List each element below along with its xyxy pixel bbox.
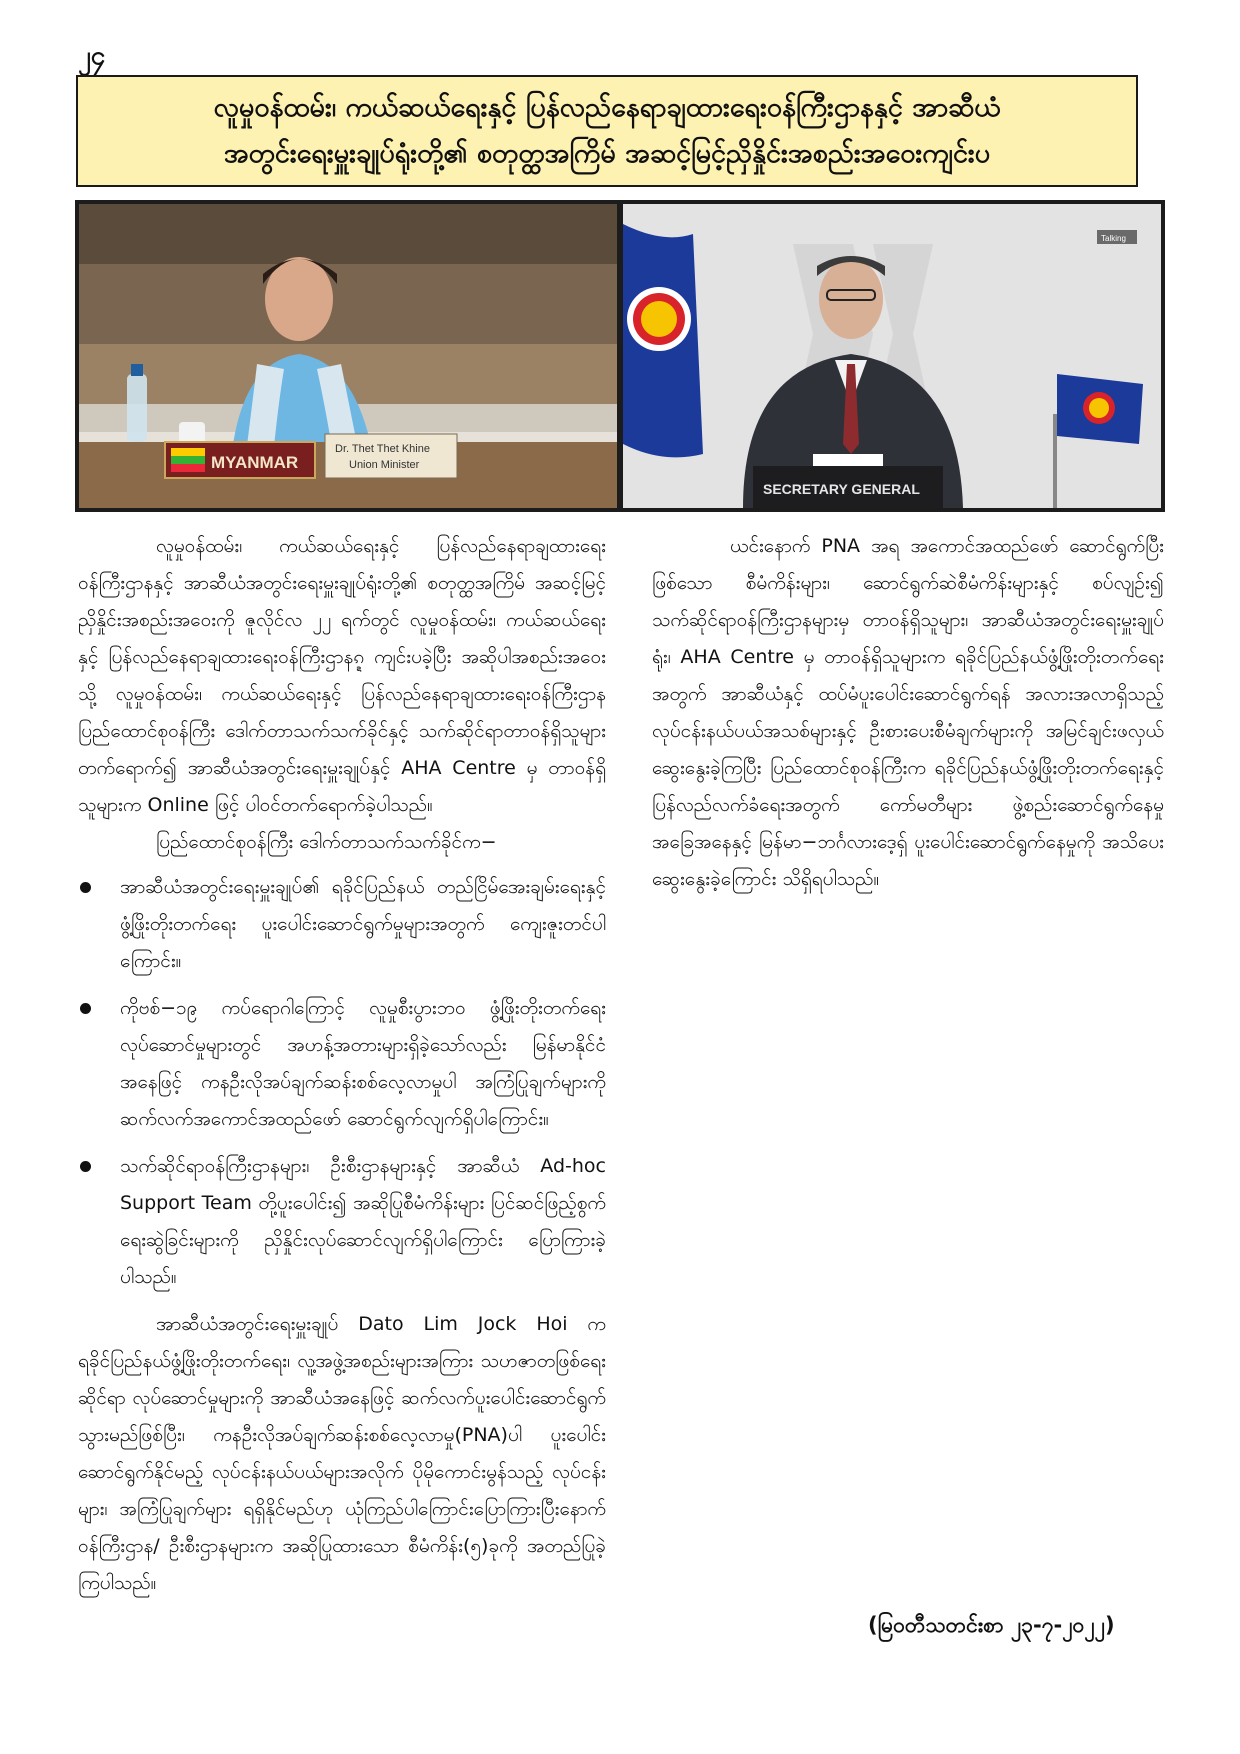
list-item: သက်ဆိုင်ရာဝန်ကြီးဌာနများ၊ ဦးစီးဌာနများနှင့် အာဆီယံ Ad-hoc Support Team တို့ပူးပေါင်း၍ အဆိုပြုစီမံကိန်းများ ပြင်ဆင်ဖြည့်စွက်ရေးဆွဲခြင်းများကို ညှိနှိုင်းလုပ်ဆောင်လျက်ရှိပါကြောင်း ပြောကြားခဲ့ပါသည်။	[78, 1148, 606, 1296]
list-item: အာဆီယံအတွင်းရေးမှူးချုပ်၏ ရခိုင်ပြည်နယ် တည်ငြိမ်အေးချမ်းရေးနှင့် ဖွံ့ဖြိုးတိုးတက်ရေး ပူးပေါင်းဆောင်ရွက်မှုများအတွက် ကျေးဇူးတင်ပါကြောင်း။	[78, 869, 606, 980]
secretary-general-scene	[623, 204, 1161, 508]
photo-panel-minister	[79, 204, 617, 508]
minister-remarks-list	[78, 869, 606, 1296]
placard-secretary-general: SECRETARY GENERAL	[763, 481, 920, 497]
article-paragraph-4: ယင်းနောက် PNA အရ အကောင်အထည်ဖော် ဆောင်ရွက်ပြီးဖြစ်သော စီမံကိန်းများ၊ ဆောင်ရွက်ဆဲစီမံကိန်းများနှင့် စပ်လျဉ်း၍ သက်ဆိုင်ရာဝန်ကြီးဌာနများမှ တာဝန်ရှိသူများ၊ အာဆီယံအတွင်းရေးမှူးချုပ်ရုံး၊ AHA Centre မှ တာဝန်ရှိသူများက ရခိုင်ပြည်နယ်ဖွံ့ဖြိုးတိုးတက်ရေးအတွက် အာဆီယံနှင့် ထပ်မံပူးပေါင်းဆောင်ရွက်ရန် အလားအလာရှိသည့် လုပ်ငန်းနယ်ပယ်အသစ်များနှင့် ဦးစားပေးစီမံချက်များကို အမြင်ချင်းဖလှယ် ဆွေးနွေးခဲ့ကြပြီး ပြည်ထောင်စုဝန်ကြီးက ရခိုင်ပြည်နယ်ဖွံ့ဖြိုးတိုးတက်ရေးနှင့် ပြန်လည်လက်ခံရေးအတွက် ကော်မတီများ ဖွဲ့စည်းဆောင်ရွက်နေမှု အခြေအနေနှင့် မြန်မာ−ဘင်္ဂလားဒေ့ရှ် ပူးပေါင်းဆောင်ရွက်နေမှုကို အသိပေးဆွေးနွေးခဲ့ကြောင်း သိရှိရပါသည်။	[652, 535, 1164, 890]
bullet-icon	[80, 882, 91, 893]
bullet-icon	[80, 1161, 91, 1172]
photo-panel-secretary-general	[623, 204, 1161, 508]
placard-myanmar: MYANMAR	[211, 453, 299, 472]
article-paragraph-2: ပြည်ထောင်စုဝန်ကြီး ဒေါက်တာသက်သက်ခိုင်က−	[156, 831, 497, 853]
source-citation: (မြဝတီသတင်းစာ ၂၃-၇-၂၀၂၂)	[868, 1613, 1115, 1637]
article-column-left	[78, 528, 606, 1602]
article-paragraph-3: အာဆီယံအတွင်းရေးမှူးချုပ် Dato Lim Jock Hoi က ရခိုင်ပြည်နယ်ဖွံ့ဖြိုးတိုးတက်ရေး၊ လူ့အဖွဲ့အစည်းများအကြား သဟဇာတဖြစ်ရေးဆိုင်ရာ လုပ်ဆောင်မှုများကို အာဆီယံအနေဖြင့် ဆက်လက်ပူးပေါင်းဆောင်ရွက်သွားမည်ဖြစ်ပြီး၊ ကနဦးလိုအပ်ချက်ဆန်းစစ်လေ့လာမှု(PNA)ပါ ပူးပေါင်းဆောင်ရွက်နိုင်မည့် လုပ်ငန်းနယ်ပယ်များအလိုက် ပိုမိုကောင်းမွန်သည့် လုပ်ငန်းများ၊ အကြံပြုချက်များ ရရှိနိုင်မည်ဟု ယုံကြည်ပါကြောင်းပြောကြားပြီးနောက် ဝန်ကြီးဌာန/ ဦးစီးဌာနများက အဆိုပြုထားသော စီမံကိန်း(၅)ခုကို အတည်ပြုခဲ့ကြပါသည်။	[78, 1313, 606, 1594]
page-number: ၂၄	[78, 41, 106, 71]
meeting-photo	[75, 200, 1165, 512]
article-paragraph-1: လူမှုဝန်ထမ်း၊ ကယ်ဆယ်ရေးနှင့် ပြန်လည်နေရာချထားရေးဝန်ကြီးဌာနနှင့် အာဆီယံအတွင်းရေးမှူးချုပ်ရုံးတို့၏ စတုတ္ထအကြိမ် အဆင့်မြင့်ညှိနှိုင်းအစည်းအဝေးကို ဇူလိုင်လ ၂၂ ရက်တွင် လူမှုဝန်ထမ်း၊ ကယ်ဆယ်ရေးနှင့် ပြန်လည်နေရာချထားရေးဝန်ကြီးဌာနၵ္ဍ ကျင်းပခဲ့ပြီး အဆိုပါအစည်းအဝေးသို့ လူမှုဝန်ထမ်း၊ ကယ်ဆယ်ရေးနှင့် ပြန်လည်နေရာချထားရေးဝန်ကြီးဌာန ပြည်ထောင်စုဝန်ကြီး ဒေါက်တာသက်သက်ခိုင်နှင့် သက်ဆိုင်ရာတာဝန်ရှိသူများ တက်ရောက်၍ အာဆီယံအတွင်းရေးမှူးချုပ်နှင့် AHA Centre မှ တာဝန်ရှိသူများက Online ဖြင့် ပါဝင်တက်ရောက်ခဲ့ပါသည်။	[78, 535, 606, 816]
talking-indicator: Talking	[1101, 234, 1126, 243]
nameplate-line-1: Dr. Thet Thet Khine	[335, 443, 430, 455]
nameplate-line-2: Union Minister	[349, 459, 420, 471]
headline-line-1: လူမှုဝန်ထမ်း၊ ကယ်ဆယ်ရေးနှင့် ပြန်လည်နေရာချထားရေးဝန်ကြီးဌာနနှင့် အာဆီယံ	[213, 92, 1001, 123]
list-item: ကိုဗစ်−၁၉ ကပ်ရောဂါကြောင့် လူမှုစီးပွားဘဝ ဖွံ့ဖြိုးတိုးတက်ရေးလုပ်ဆောင်မှုများတွင် အဟန့်အတားများရှိခဲ့သော်လည်း မြန်မာနိုင်ငံအနေဖြင့် ကနဦးလိုအပ်ချက်ဆန်းစစ်လေ့လာမှုပါ အကြံပြုချက်များကို ဆက်လက်အကောင်အထည်ဖော် ဆောင်ရွက်လျက်ရှိပါကြောင်း။	[78, 990, 606, 1138]
minister-scene	[79, 204, 617, 508]
headline-box	[76, 75, 1138, 187]
bullet-icon	[80, 1003, 91, 1014]
article-column-right	[652, 528, 1164, 898]
headline-line-2: အတွင်းရေးမှူးချုပ်ရုံးတို့၏ စတုတ္ထအကြိမ် အဆင့်မြင့်ညှိနှိုင်းအစည်းအဝေးကျင်းပ	[223, 138, 991, 169]
